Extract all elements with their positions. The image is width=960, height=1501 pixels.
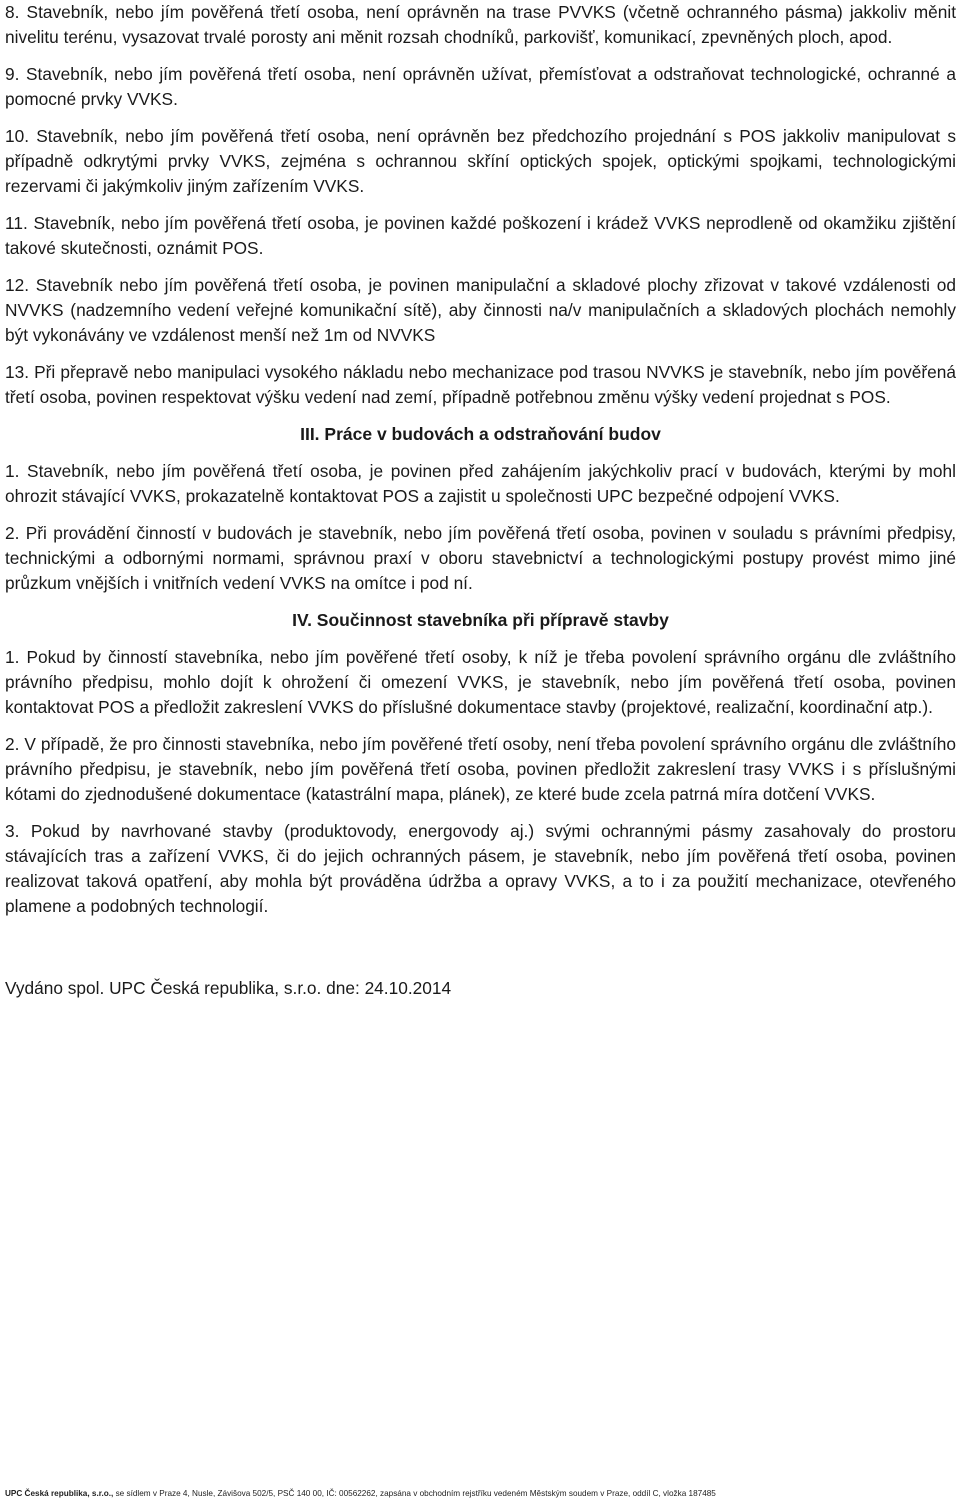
footer-details: se sídlem v Praze 4, Nusle, Závišova 502/5, PSČ 140 00, IČ: 00562262, zapsána v obchodním rejstříku vedeném Městským soudem v Praze, oddíl C, vložka 187485 (113, 1489, 716, 1498)
section-3-heading: III. Práce v budovách a odstraňování budov (300, 424, 661, 444)
paragraph-10: 10. Stavebník, nebo jím pověřená třetí osoba, není oprávněn bez předchozího projednání s POS jakkoliv manipulovat s případně odkrytými prvky VVKS, zejména s ochrannou skříní optických spojek, optickými spojkami, technologickými rezervami či jakýmkoliv jiným zařízením VVKS. (5, 126, 956, 196)
paragraph-12: 12. Stavebník nebo jím pověřená třetí osoba, je povinen manipulační a skladové plochy zřizovat v takové vzdálenosti od NVVKS (nadzemního vedení veřejné komunikační sítě), aby činnosti na/v manipulačních a skladových plochách nemohly být vykonávány ve vzdálenost menší než 1m od NVVKS (5, 275, 956, 345)
section-4-heading: IV. Součinnost stavebníka při přípravě stavby (292, 610, 669, 630)
section-4-paragraph-1: 1. Pokud by činností stavebníka, nebo jím pověřené třetí osoby, k níž je třeba povolení správního orgánu dle zvláštního právního předpisu, mohlo dojít k ohrožení či omezení VVKS, je stavebník, nebo jím pověřená třetí osoba, povinen kontaktovat POS a předložit zakreslení VVKS do příslušné dokumentace stavby (projektové, realizační, koordinační atp.). (5, 647, 956, 717)
page-footer (5, 1488, 955, 1499)
paragraph-11: 11. Stavebník, nebo jím pověřená třetí osoba, je povinen každé poškození i krádež VVKS neprodleně od okamžiku zjištění takové skutečnosti, oznámit POS. (5, 213, 956, 258)
section-3-paragraph-1: 1. Stavebník, nebo jím pověřená třetí osoba, je povinen před zahájením jakýchkoliv prací v budovách, kterými by mohl ohrozit stávající VVKS, prokazatelně kontaktovat POS a zajistit u společnosti UPC bezpečné odpojení VVKS. (5, 461, 956, 506)
section-3-paragraph-2: 2. Při provádění činností v budovách je stavebník, nebo jím pověřená třetí osoba, povinen v souladu s právními předpisy, technickými a odbornými normami, správnou praxí v oboru stavebnictví a technologickými postupy provést mimo jiné průzkum vnějších i vnitřních vedení VVKS na omítce i pod ní. (5, 523, 956, 593)
paragraph-8: 8. Stavebník, nebo jím pověřená třetí osoba, není oprávněn na trase PVVKS (včetně ochranného pásma) jakkoliv měnit nivelitu terénu, vysazovat trvalé porosty ani měnit rozsah chodníků, parkovišť, komunikací, zpevněných ploch, apod. (5, 2, 956, 47)
section-4-paragraph-2: 2. V případě, že pro činnosti stavebníka, nebo jím pověřené třetí osoby, není třeba povolení správního orgánu dle zvláštního právního předpisu, je stavebník, nebo jím pověřená třetí osoba, povinen předložit zakreslení trasy VVKS i s příslušnými kótami do zjednodušené dokumentace (katastrální mapa, plánek), ze které bude zcela patrná míra dotčení VVKS. (5, 734, 956, 804)
paragraph-13: 13. Při přepravě nebo manipulaci vysokého nákladu nebo mechanizace pod trasou NVVKS je stavebník, nebo jím pověřená třetí osoba, povinen respektovat výšku vedení nad zemí, případně potřebnou změnu výšky vedení projednat s POS. (5, 362, 956, 407)
issued-date-line: Vydáno spol. UPC Česká republika, s.r.o. dne: 24.10.2014 (5, 978, 452, 998)
footer-company: UPC Česká republika, s.r.o., (5, 1489, 114, 1498)
spacer (5, 931, 956, 976)
section-4-paragraph-3: 3. Pokud by navrhované stavby (produktovody, energovody aj.) svými ochrannými pásmy zasahovaly do prostoru stávajících tras a zařízení VVKS, či do jejich ochranných pásem, je stavebník, nebo jím pověřená třetí osoba, povinen realizovat taková opatření, aby mohla být prováděna údržba a opravy VVKS, a to i za použití mechanizace, otevřeného plamene a podobných technologií. (5, 821, 956, 916)
paragraph-9: 9. Stavebník, nebo jím pověřená třetí osoba, není oprávněn užívat, přemísťovat a odstraňovat technologické, ochranné a pomocné prvky VVKS. (5, 64, 956, 109)
document-page (5, 0, 956, 1001)
